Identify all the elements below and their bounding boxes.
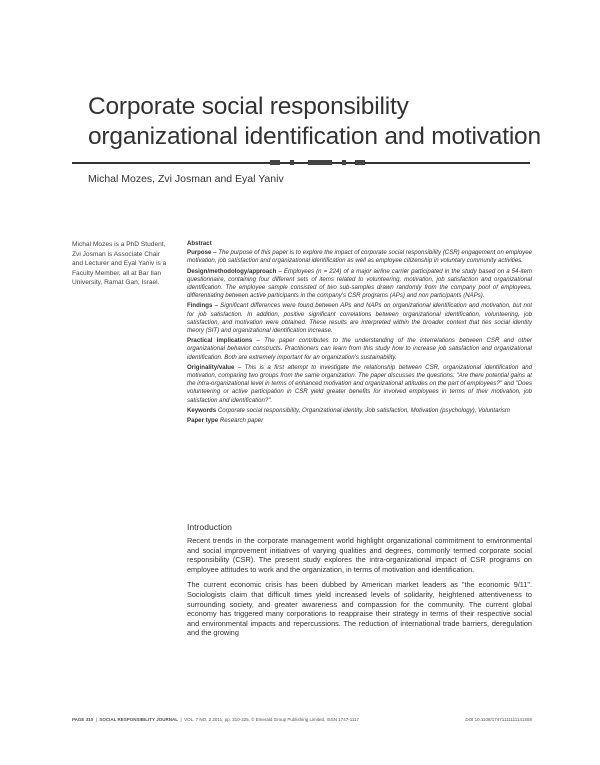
abstract-findings (187, 302, 532, 335)
body-paragraph: The current economic crisis has been dubbed by American market leaders as "the economic 9/11". Sociologists claim that difficult times yield increased levels of solidarity, heightened attentiveness to surrounding society, and greater awareness and compassion for the community. The current global economy has triggered many corporations to reappraise their strategy in terms of their respective social and environmental impacts and repercussions. The reduction of international trade barriers, deregulation and the growing (187, 580, 532, 638)
rule-block (342, 160, 346, 165)
paper-type-label: Paper type (187, 417, 219, 425)
footer-left: PAGE 310 | SOCIAL RESPONSIBILITY JOURNAL | VOL. 7 NO. 2 2011, pp. 310-325, © Emerald Group Publishing Limited, ISSN 1747-1117 (72, 717, 360, 722)
abstract-heading: Abstract (187, 240, 212, 247)
originality-text: – This is a first attempt to investigate the relationship between CSR, organizational identification and motivation, comparing two groups from the same organization. The paper discusses the questions: "Are there potential gains at the intra-organizational level in terms of enhanced motivation and organizational attitudes on the part of employees?" and "Does volunteering or active participation in CSR yield greater benefits for involved employees in terms of their motivation, job satisfaction and identification?". (187, 363, 532, 404)
keywords-text: Corporate social responsibility, Organizational identity, Job satisfaction, Motivation (psychology), Voluntarism (216, 406, 510, 414)
purpose-label: Purpose (187, 249, 212, 257)
design-text: – Employees (n = 224) of a major airline carrier participated in the study based on a 54-item questionnaire, containing four different sets of items related to volunteering, motivation, job satisfaction and organizational identification. The employee sample consisted of two sub-samples drawn randomly from the company pool of employees, differentiating between active participants in the company's CSR programs (APs) and non participants (NAPs). (187, 267, 532, 300)
body-paragraph: Recent trends in the corporate management world highlight organizational commitment to environmental and social improvement initiatives of varying qualities and degrees, commonly termed corporate social responsibility (CSR). The present study explores the intra-organizational impact of CSR programs on employee attitudes to work and the organization, in terms of motivation and identification. (187, 536, 532, 574)
title-line-2: organizational identification and motivation (88, 123, 541, 150)
rule-block (290, 160, 294, 165)
paper-type-text: Research paper (218, 417, 264, 425)
doi: DOI 10.1108/17471111111141558 (465, 717, 532, 722)
design-label: Design/methodology/approach (187, 267, 277, 275)
findings-text: – Significant differences were found between APs and NAPs on organizational identification and motivation, but not for job satisfaction. In addition, positive significant correlations between organizational identification, volunteering, job satisfaction, and motivation were obtained. These results are interpreted within the broader context that ties social identity theory (SIT) and organizational identification increase. (187, 302, 532, 335)
rule-block (355, 160, 365, 165)
title-rule (72, 160, 530, 166)
purpose-text: – The purpose of this paper is to explore the impact of corporate social responsibility (CSR) engagement on employee motivation, job satisfaction and organizational identification as well as employee citizenship in voluntary community activities. (187, 249, 532, 265)
rule-block (308, 160, 332, 165)
citation: VOL. 7 NO. 2 2011, pp. 310-325, © Emerald Group Publishing Limited, ISSN 1747-1117 (184, 717, 360, 722)
paper-title (88, 92, 568, 152)
title-line-1: Corporate social responsibility (88, 93, 409, 120)
rule-line (72, 162, 530, 164)
practical-label: Practical implications (187, 337, 253, 345)
introduction-body (187, 536, 532, 644)
abstract-originality (187, 364, 532, 405)
introduction-heading: Introduction (187, 522, 232, 532)
abstract-design (187, 268, 532, 301)
journal-name: SOCIAL RESPONSIBILITY JOURNAL (99, 717, 178, 722)
keywords-label: Keywords (187, 406, 217, 414)
page-number: PAGE 310 (72, 717, 94, 722)
author-list: Michal Mozes, Zvi Josman and Eyal Yaniv (88, 173, 284, 185)
findings-label: Findings (187, 302, 213, 310)
abstract-purpose (187, 249, 532, 265)
abstract (187, 240, 532, 427)
abstract-paper-type (187, 417, 532, 425)
practical-text: – The paper contributes to the understanding of the interrelations between CSR and other organizational behavior constructs. Practitioners can learn from this study how to increase job satisfaction and organizational identification. Both are extremely important for an organization's sustainability. (187, 337, 532, 361)
abstract-practical (187, 337, 532, 362)
originality-label: Originality/value (187, 363, 235, 371)
abstract-keywords (187, 407, 532, 415)
rule-block (270, 160, 280, 165)
author-affiliations: Michal Mozes is a PhD Student, Zvi Josman is Associate Chair and Lecturer and Eyal Yaniv is a Faculty Member, all at Bar Ilan University, Ramat Gan, Israel. (72, 241, 167, 286)
